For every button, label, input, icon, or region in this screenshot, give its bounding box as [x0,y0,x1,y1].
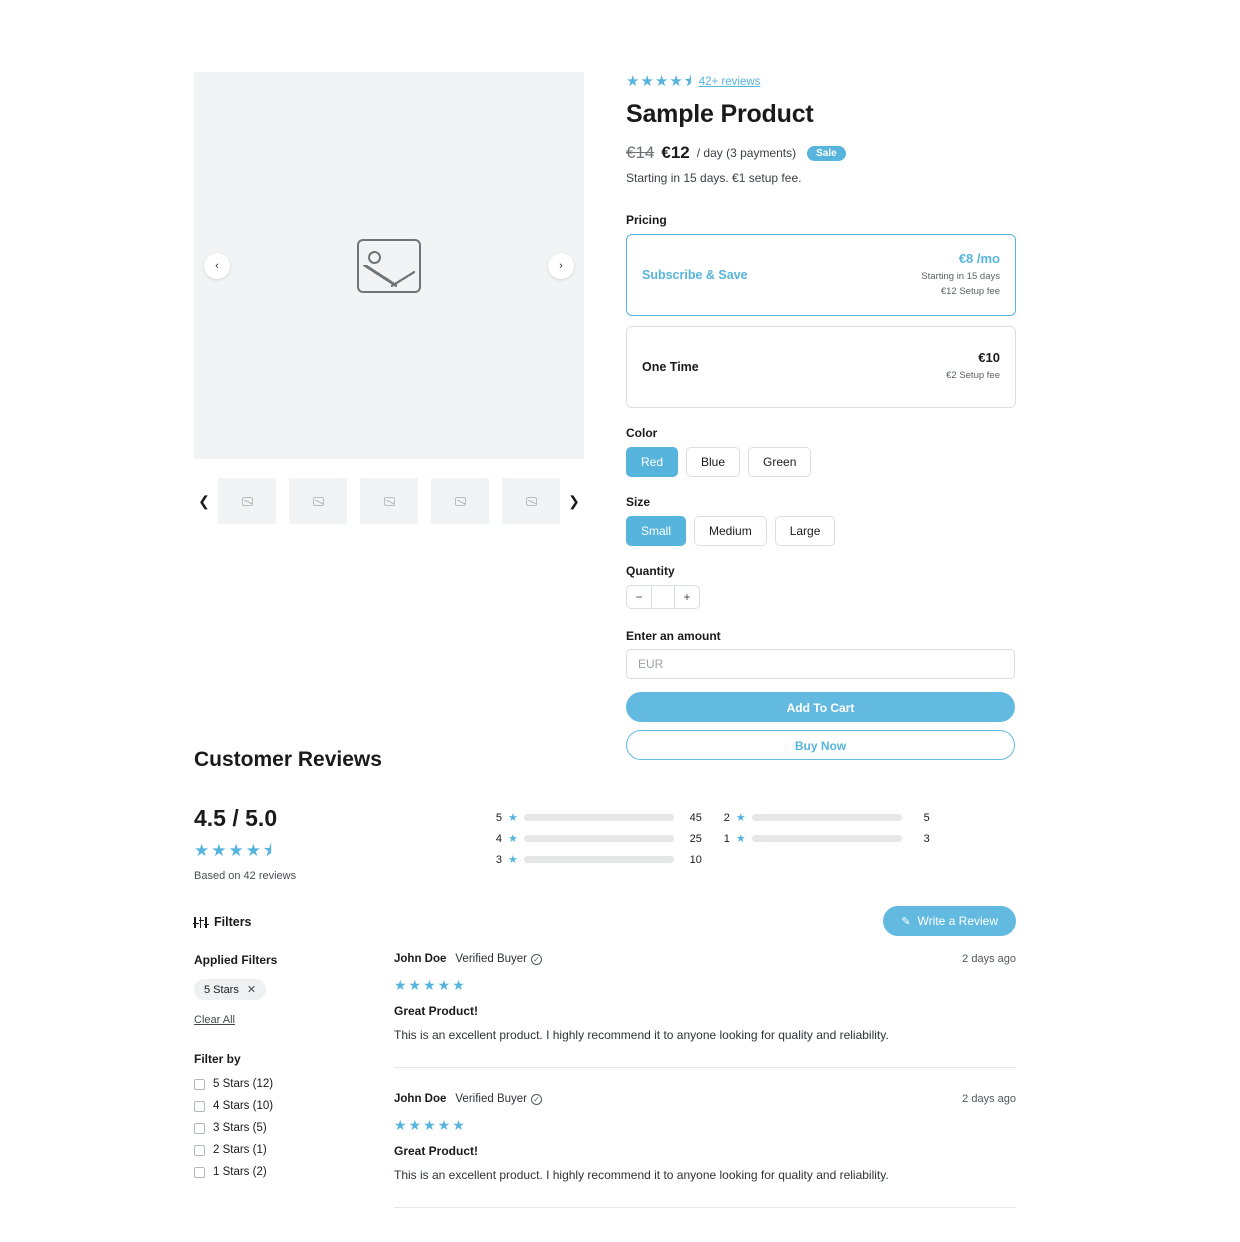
status-badge: Sale [807,146,846,161]
review-item [394,953,1016,1068]
chip-label: 5 Stars [204,983,239,996]
checkbox[interactable] [194,1167,205,1178]
filter-option-4-stars[interactable] [194,1100,384,1112]
filter-by-label: Filter by [194,1052,241,1066]
filter-option-label: 4 Stars (10) [213,1100,274,1112]
review-header [394,1093,1016,1105]
rating-bar-1[interactable] [722,832,930,845]
filter-option-label: 5 Stars (12) [213,1078,274,1090]
customer-reviews-section [194,748,1016,1233]
reviews-heading: Customer Reviews [194,748,382,771]
color-label: Color [626,426,658,440]
product-top-section [194,72,1016,760]
plan-option-subscribe[interactable] [626,234,1016,316]
image-placeholder-icon [526,497,537,506]
thumbnail-item[interactable] [218,478,276,524]
rating-bar-track [752,835,902,842]
review-text: This is an excellent product. I highly recommend it to anyone looking for quality and reliability. [394,1028,889,1042]
rating-bar-count: 3 [923,832,930,845]
review-header [394,953,1016,965]
rating-bar-track [752,814,902,821]
reviews-summary [194,805,1016,882]
filter-option-label: 2 Stars (1) [213,1144,267,1156]
plan-name: One Time [642,360,699,374]
review-timestamp: 2 days ago [962,1093,1016,1105]
reviews-based-on: Based on 42 reviews [194,870,297,882]
checkbox[interactable] [194,1123,205,1134]
thumbnail-list [214,478,564,524]
reviews-count-link[interactable]: 42+ reviews [698,75,761,88]
clear-all-link[interactable]: Clear All [194,1014,235,1026]
plan-meta-setup: €12 Setup fee [940,285,1000,297]
size-label: Size [626,495,651,509]
star-icon: ★ [735,833,746,845]
checkbox[interactable] [194,1101,205,1112]
rating-bar-count: 25 [689,832,702,845]
verified-check-icon: ✓ [531,954,542,965]
thumbnail-strip [194,478,584,524]
page-title: Sample Product [626,100,814,128]
plan-meta-start: Starting in 15 days [921,271,1000,283]
reviews-score-block [194,805,494,882]
color-option-red[interactable]: Red [626,447,678,477]
star-icon: ★ [508,854,518,866]
quantity-increase-button[interactable]: + [683,590,691,604]
rating-bar-5[interactable] [494,811,702,824]
review-timestamp: 2 days ago [962,953,1016,965]
star-icon: ★ [735,812,746,824]
star-icon: ★ [508,812,518,824]
buy-now-button[interactable]: Buy Now [626,730,1015,760]
reviews-body [194,914,1016,1233]
rating-stars: ★★★★⯨ [626,73,693,90]
filter-option-label: 3 Stars (5) [213,1122,267,1134]
color-option-blue[interactable]: Blue [686,447,740,477]
size-option-small[interactable]: Small [626,516,686,546]
checkbox[interactable] [194,1145,205,1156]
thumbnail-item[interactable] [360,478,418,524]
price-unit-label: / day (3 payments) [696,146,797,160]
filter-option-3-stars[interactable] [194,1122,384,1134]
plan-details [921,251,1000,299]
rating-bar-4[interactable] [494,832,702,845]
verified-check-icon: ✓ [531,1094,542,1105]
main-product-image[interactable] [194,72,584,459]
filter-option-1-stars[interactable] [194,1166,384,1178]
rating-bar-count: 10 [689,853,702,866]
rating-bar-track [524,814,674,821]
applied-filters-label: Applied Filters [194,953,278,967]
rating-bar-star-number: 2 [723,811,730,824]
review-text: This is an excellent product. I highly recommend it to anyone looking for quality and reliability. [394,1168,889,1182]
image-placeholder-icon [313,497,324,506]
plan-details [946,350,1000,383]
verified-buyer-label: Verified Buyer [455,953,527,965]
rating-bar-2[interactable] [722,811,930,824]
review-title: Great Product! [394,1004,479,1018]
review-author: John Doe [394,953,447,965]
image-placeholder-icon [384,497,395,506]
close-icon[interactable]: ✕ [246,984,257,996]
thumbnail-item[interactable] [289,478,347,524]
size-option-large[interactable]: Large [775,516,836,546]
add-to-cart-button[interactable]: Add To Cart [626,692,1015,722]
checkbox[interactable] [194,1079,205,1090]
reviews-list [394,914,1016,1233]
thumbnail-item[interactable] [431,478,489,524]
price-current: €12 [661,143,690,162]
rating-bar-track [524,835,674,842]
image-placeholder-icon [242,497,253,506]
rating-distribution [494,805,1016,882]
plan-price: €10 [978,350,1000,366]
average-score-stars: ★★★★⯨ [194,841,274,860]
review-title: Great Product! [394,1144,479,1158]
quantity-stepper[interactable] [626,585,700,609]
applied-filter-chip[interactable] [194,979,266,1000]
product-gallery [194,72,584,760]
reviews-filter-sidebar [194,953,394,1233]
rating-bar-star-number: 3 [495,853,502,866]
filters-icon [194,917,207,928]
gallery-next-button[interactable]: › [548,253,574,279]
review-item [394,1093,1016,1208]
filters-label: Filters [214,915,252,929]
subscription-note: Starting in 15 days. €1 setup fee. [626,171,802,185]
quantity-decrease-button[interactable]: − [635,590,643,604]
rating-distribution-left [494,811,702,882]
thumbnails-next-button[interactable]: ❯ [568,492,580,509]
quantity-value [651,586,675,608]
review-author: John Doe [394,1093,447,1105]
review-stars: ★★★★★ [394,1117,467,1133]
rating-bar-count: 5 [923,811,930,824]
rating-row [626,74,1016,89]
size-option-medium[interactable]: Medium [694,516,767,546]
image-placeholder-icon [357,239,421,293]
plan-meta-setup: €2 Setup fee [946,370,1000,382]
plan-name: Subscribe & Save [642,268,748,282]
filter-options-list [194,1078,384,1178]
pricing-label: Pricing [626,213,667,227]
amount-input[interactable] [626,649,1015,679]
star-icon: ★ [508,833,518,845]
average-score: 4.5 / 5.0 [194,805,278,831]
color-option-green[interactable]: Green [748,447,811,477]
rating-bar-count: 45 [689,811,702,824]
quantity-label: Quantity [626,564,675,578]
write-review-label: Write a Review [917,914,998,928]
write-review-button[interactable] [883,906,1016,936]
review-stars: ★★★★★ [394,977,467,993]
plan-price: €8 /mo [958,251,1000,267]
thumbnails-prev-button[interactable]: ❮ [198,492,210,509]
gallery-prev-button[interactable]: ‹ [204,253,230,279]
verified-buyer-label: Verified Buyer [455,1093,527,1105]
rating-bar-3[interactable] [494,853,702,866]
rating-bar-track [524,856,674,863]
rating-bar-star-number: 4 [495,832,502,845]
color-options [626,447,1016,477]
filter-option-2-stars[interactable] [194,1144,384,1156]
rating-bar-star-number: 5 [495,811,502,824]
amount-label: Enter an amount [626,629,721,643]
filter-option-label: 1 Stars (2) [213,1166,267,1178]
image-placeholder-icon [455,497,466,506]
size-options [626,516,1016,546]
rating-bar-star-number: 1 [723,832,730,845]
plan-option-one-time[interactable] [626,326,1016,408]
filter-option-5-stars[interactable] [194,1078,384,1090]
thumbnail-item[interactable] [502,478,560,524]
price-original: €14 [626,143,655,162]
pencil-icon: ✎ [901,915,911,928]
product-info [626,72,1016,760]
price-row [626,143,1016,163]
rating-distribution-right [722,811,930,882]
